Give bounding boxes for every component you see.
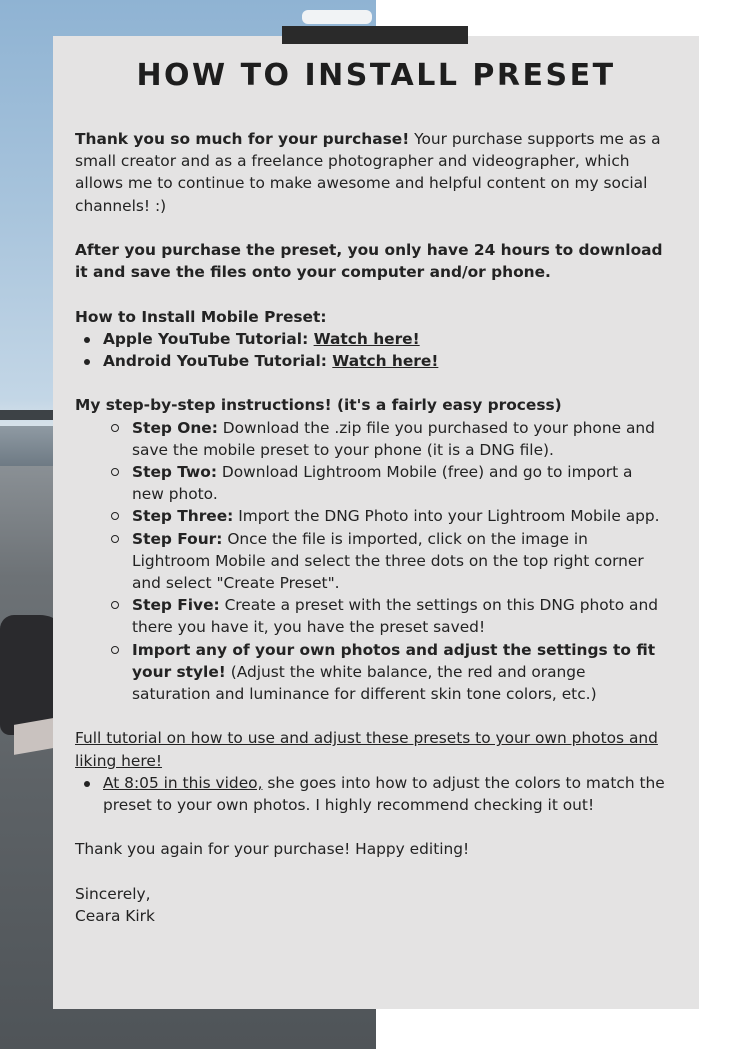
intro-text: Your purchase supports me as a small creator and as a freelance photographer and videographer, which allows me to continue to make awesome and helpful content on my social channels! :) [75,130,661,215]
signature: Ceara Kirk [75,907,155,926]
apple-watch-link[interactable]: Watch here! [313,329,420,348]
step-item [103,528,665,595]
step-item [103,594,665,638]
steps-heading-text: My step-by-step instructions! (it's a fairly easy process) [75,396,562,415]
step-item [103,461,665,505]
tutorial-note-list [75,772,665,816]
step-label: Step Five: [132,596,220,615]
apple-tutorial-label: Apple YouTube Tutorial: [103,329,314,348]
mobile-tutorial-list [75,328,665,372]
sky-detail [302,10,372,24]
closing-line: Sincerely, [75,884,151,903]
list-item [75,772,665,816]
step-item [103,639,665,706]
intro-paragraph [75,128,665,217]
mobile-heading-text: How to Install Mobile Preset: [75,307,327,326]
download-warning [75,239,665,283]
step-label: Step Two: [132,463,218,481]
warning-text: After you purchase the preset, you only have 24 hours to download it and save the files onto your computer and/or phone. [75,241,663,282]
steps-heading [75,394,665,416]
full-tutorial-link[interactable]: Full tutorial on how to use and adjust these presets to your own photos and liking here! [75,729,658,770]
steps-list [103,417,665,706]
android-tutorial-label: Android YouTube Tutorial: [103,352,333,370]
step-text: Download Lightroom Mobile (free) and go to import a new photo. [132,463,633,504]
step-label: Import any of your own photos and adjust the settings to fit your style! [132,640,656,681]
step-label: Step Three: [132,507,234,526]
step-text: Create a preset with the settings on this DNG photo and there you have it, you have the preset saved! [132,596,658,637]
full-tutorial-paragraph [75,727,665,771]
step-text: (Adjust the white balance, the red and orange saturation and luminance for different skin tone colors, etc.) [132,662,597,704]
android-watch-link[interactable]: Watch here! [332,352,439,370]
step-text: Download the .zip file you purchased to your phone and save the mobile preset to your phone (it is a DNG file). [132,418,655,459]
step-text: Once the file is imported, click on the image in Lightroom Mobile and select the three dots on the top right corner and select "Create Preset". [132,529,644,593]
tutorial-note-text: she goes into how to adjust the colors to match the preset to your own photos. I highly recommend checking it out! [103,773,665,815]
intro-bold: Thank you so much for your purchase! [75,130,410,148]
step-label: Step One: [132,418,218,437]
step-item [103,505,665,527]
header-tab-decoration [282,26,468,44]
list-item [75,328,665,350]
step-item [103,417,665,461]
thanks-line: Thank you again for your purchase! Happy editing! [75,840,470,859]
video-timestamp-link[interactable]: At 8:05 in this video, [103,773,263,792]
step-text: Import the DNG Photo into your Lightroom Mobile app. [233,507,660,526]
list-item [75,350,665,372]
mobile-heading [75,306,665,328]
document-body [75,128,665,927]
step-label: Step Four: [132,529,223,548]
page-title: HOW TO INSTALL PRESET [136,58,616,93]
